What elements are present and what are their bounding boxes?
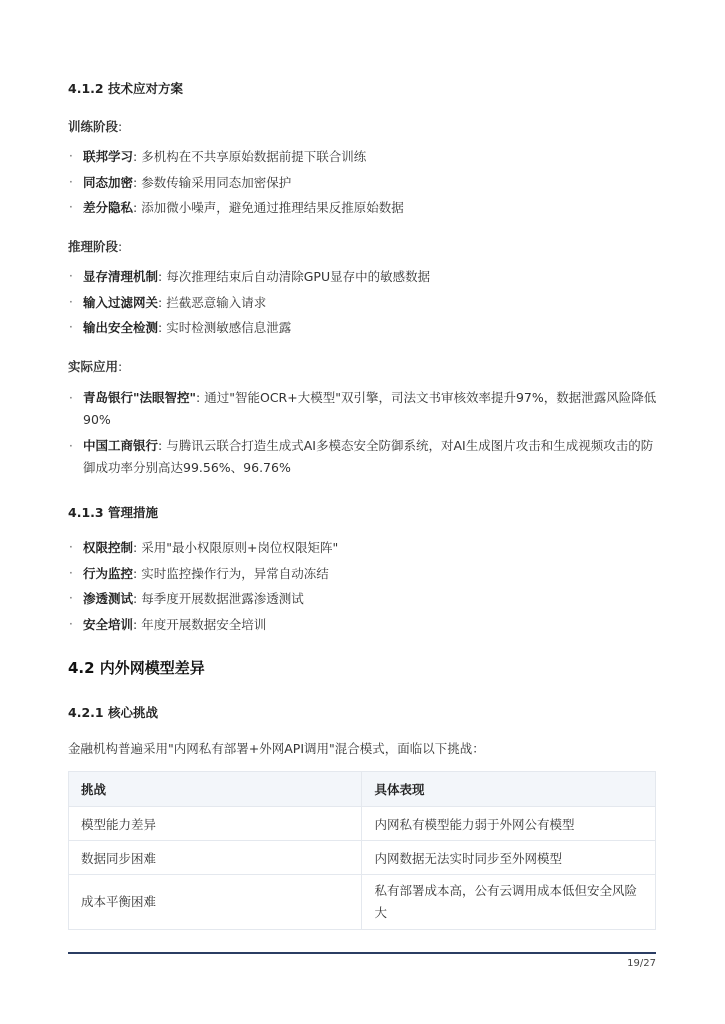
list-item: · 渗透测试: 每季度开展数据泄露渗透测试 xyxy=(69,591,304,606)
list-item: · 行为监控: 实时监控操作行为，异常自动冻结 xyxy=(69,565,329,581)
section-heading-4-1-3: 4.1.3 管理措施 xyxy=(68,505,158,520)
list-item: · 青岛银行"法眼智控": 通过"智能OCR+大模型"双引擎，司法文书审核效率提升97%，数据泄露风险降低90% xyxy=(69,390,657,427)
footer-rule xyxy=(68,952,656,954)
training-stage-list xyxy=(68,144,658,221)
table-cell: 内网私有模型能力弱于外网公有模型 xyxy=(362,807,656,841)
table-header-row xyxy=(69,772,656,807)
section-heading-4-2-1: 4.2.1 核心挑战 xyxy=(68,705,158,720)
table-cell: 成本平衡困难 xyxy=(69,875,362,930)
list-item: · 输出安全检测: 实时检测敏感信息泄露 xyxy=(69,320,292,335)
list-item: · 权限控制: 采用"最小权限原则+岗位权限矩阵" xyxy=(69,540,339,555)
page-number: 19/27 xyxy=(627,958,656,969)
table-row xyxy=(69,875,656,930)
table-cell: 私有部署成本高，公有云调用成本低但安全风险大 xyxy=(362,875,656,930)
application-label: 实际应用: xyxy=(68,359,123,374)
inference-stage-list xyxy=(68,264,658,341)
list-item: · 显存清理机制: 每次推理结束后自动清除GPU显存中的敏感数据 xyxy=(69,269,431,284)
table-cell: 内网数据无法实时同步至外网模型 xyxy=(362,841,656,875)
challenges-intro: 金融机构普遍采用"内网私有部署+外网API调用"混合模式，面临以下挑战： xyxy=(68,741,485,756)
list-item: · 差分隐私: 添加微小噪声，避免通过推理结果反推原始数据 xyxy=(69,200,404,215)
inference-stage-label: 推理阶段: xyxy=(68,239,123,254)
list-item: · 安全培训: 年度开展数据安全培训 xyxy=(69,616,267,632)
table-header-cell: 挑战 xyxy=(69,772,362,807)
table-cell: 模型能力差异 xyxy=(69,807,362,841)
list-item: · 联邦学习: 多机构在不共享原始数据前提下联合训练 xyxy=(69,149,367,164)
challenges-table xyxy=(68,771,656,930)
table-row xyxy=(69,841,656,875)
list-item: · 中国工商银行: 与腾讯云联合打造生成式AI多模态安全防御系统，对AI生成图片攻击和生成视频攻击的防御成功率分别高达99.56%、96.76% xyxy=(69,438,654,475)
application-list xyxy=(68,386,658,482)
section-heading-4-1-2: 4.1.2 技术应对方案 xyxy=(68,81,183,96)
table-header-cell: 具体表现 xyxy=(362,772,656,807)
section-heading-4-2: 4.2 内外网模型差异 xyxy=(68,659,205,677)
table-row xyxy=(69,807,656,841)
table-cell: 数据同步困难 xyxy=(69,841,362,875)
management-measures-list xyxy=(68,535,658,637)
list-item: · 输入过滤网关: 拦截恶意输入请求 xyxy=(69,294,267,310)
training-stage-label: 训练阶段: xyxy=(68,119,123,134)
list-item: · 同态加密: 参数传输采用同态加密保护 xyxy=(69,174,292,190)
